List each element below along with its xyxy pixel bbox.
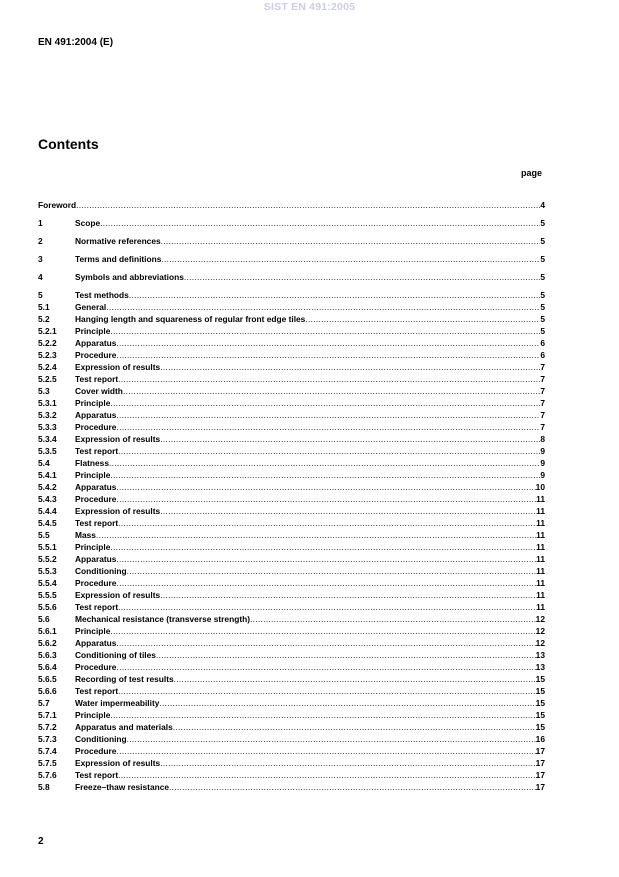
page-column-label: page xyxy=(521,168,543,178)
toc-entry[interactable] xyxy=(38,553,545,565)
dot-leader xyxy=(127,733,536,745)
toc-entry-title: Apparatus xyxy=(75,638,117,648)
toc-entry[interactable] xyxy=(38,613,545,625)
toc-entry-title: Principle xyxy=(75,626,111,636)
toc-entry-page: 13 xyxy=(535,650,545,660)
toc-entry-number: 5.2.3 xyxy=(38,350,57,360)
toc-entry-number: 5.2.2 xyxy=(38,338,57,348)
toc-entry-page: 16 xyxy=(535,734,545,744)
dot-leader xyxy=(110,625,535,637)
toc-entry[interactable] xyxy=(38,397,545,409)
dot-leader xyxy=(174,673,536,685)
toc-entry-page: 5 xyxy=(540,302,545,312)
toc-entry-number: 5.5.2 xyxy=(38,554,57,564)
toc-entry-title: Principle xyxy=(75,470,111,480)
toc-entry-title: Terms and definitions xyxy=(75,254,162,264)
toc-entry-title: Procedure xyxy=(75,494,117,504)
toc-entry-title: Procedure xyxy=(75,350,117,360)
toc-entry-number: 5.4.3 xyxy=(38,494,57,504)
toc-entry[interactable] xyxy=(38,529,545,541)
toc-entry[interactable] xyxy=(38,637,545,649)
toc-entry-number: 5.7.6 xyxy=(38,770,57,780)
toc-entry-number: 2 xyxy=(38,236,43,246)
toc-entry-page: 11 xyxy=(536,494,545,504)
toc-entry-page: 11 xyxy=(536,518,545,528)
toc-entry[interactable] xyxy=(38,721,545,733)
toc-entry-title: Procedure xyxy=(75,662,117,672)
toc-entry-title: Mechanical resistance (transverse strength) xyxy=(75,614,251,624)
toc-entry-number: 5.7.5 xyxy=(38,758,57,768)
dot-leader xyxy=(160,361,540,373)
toc-entry[interactable] xyxy=(38,661,545,673)
toc-entry-number: 5.3.1 xyxy=(38,398,57,408)
toc-entry-number: 5.6.4 xyxy=(38,662,57,672)
toc-entry-title: Conditioning of tiles xyxy=(75,650,156,660)
toc-entry[interactable] xyxy=(38,745,545,757)
dot-leader xyxy=(118,685,536,697)
toc-entry-page: 9 xyxy=(540,446,545,456)
toc-entry-page: 5 xyxy=(540,326,545,336)
toc-entry-title: Principle xyxy=(75,710,111,720)
toc-entry-title: Hanging length and squareness of regular front edge tiles xyxy=(75,314,306,324)
toc-entry-number: 5.7.4 xyxy=(38,746,57,756)
toc-entry-number: 5.3.5 xyxy=(38,446,57,456)
toc-entry-page: 7 xyxy=(540,398,545,408)
toc-entry-page: 7 xyxy=(540,410,545,420)
toc-entry-title: Apparatus and materials xyxy=(75,722,173,732)
toc-entry-number: 5.2.5 xyxy=(38,374,57,384)
dot-leader xyxy=(116,553,536,565)
toc-entry[interactable] xyxy=(38,349,545,361)
dot-leader xyxy=(160,433,540,445)
toc-entry[interactable] xyxy=(38,625,545,637)
toc-entry-title: Recording of test results xyxy=(75,674,174,684)
dot-leader xyxy=(116,349,540,361)
toc-entry-page: 17 xyxy=(535,770,545,780)
toc-entry-title: Test report xyxy=(75,446,119,456)
toc-entry-page: 7 xyxy=(540,422,545,432)
dot-leader xyxy=(110,397,540,409)
toc-entry-number: 5.2 xyxy=(38,314,50,324)
toc-entry[interactable] xyxy=(38,289,545,301)
toc-entry-number: 5.5.4 xyxy=(38,578,57,588)
toc-entry[interactable] xyxy=(38,649,545,661)
toc-entry-title: Freeze–thaw resistance xyxy=(75,782,170,792)
toc-entry-number: 5.4.1 xyxy=(38,470,57,480)
toc-entry[interactable] xyxy=(38,565,545,577)
dot-leader xyxy=(76,199,540,211)
toc-entry-number: 5.3.3 xyxy=(38,422,57,432)
dot-leader xyxy=(110,541,536,553)
toc-entry-title: Apparatus xyxy=(75,410,117,420)
toc-entry-number: 5.5.1 xyxy=(38,542,57,552)
toc-entry-title: Conditioning xyxy=(75,734,127,744)
toc-entry-number: 5.3 xyxy=(38,386,50,396)
toc-entry-page: 17 xyxy=(535,758,545,768)
toc-entry-title: Expression of results xyxy=(75,506,161,516)
toc-entry[interactable] xyxy=(38,421,545,433)
toc-entry-number: 5.6 xyxy=(38,614,50,624)
dot-leader xyxy=(116,421,540,433)
toc-entry-number: 5.8 xyxy=(38,782,50,792)
toc-entry-number: 5.7.3 xyxy=(38,734,57,744)
dot-leader xyxy=(118,601,536,613)
toc-entry[interactable] xyxy=(38,493,545,505)
toc-entry-page: 15 xyxy=(535,686,545,696)
toc-entry[interactable] xyxy=(38,757,545,769)
toc-entry-title: Expression of results xyxy=(75,362,161,372)
toc-entry-title: Mass xyxy=(75,530,96,540)
toc-entry-number: 1 xyxy=(38,218,43,228)
toc-entry-number: 5.4 xyxy=(38,458,50,468)
toc-entry-page: 15 xyxy=(535,674,545,684)
toc-entry[interactable] xyxy=(38,577,545,589)
toc-entry-page: 11 xyxy=(536,566,545,576)
toc-entry-title: Procedure xyxy=(75,422,117,432)
toc-entry-number: 5.5 xyxy=(38,530,50,540)
toc-entry-page: 15 xyxy=(535,722,545,732)
toc-entry[interactable] xyxy=(38,769,545,781)
toc-entry-number: 3 xyxy=(38,254,43,264)
toc-entry-title: Foreword xyxy=(38,200,77,210)
toc-entry-title: Expression of results xyxy=(75,434,161,444)
toc-entry-title: General xyxy=(75,302,107,312)
toc-entry-page: 7 xyxy=(540,374,545,384)
toc-entry[interactable] xyxy=(38,733,545,745)
toc-entry-page: 11 xyxy=(536,506,545,516)
dot-leader xyxy=(100,217,540,229)
toc-entry-page: 17 xyxy=(535,746,545,756)
toc-entry-title: Test report xyxy=(75,686,119,696)
dot-leader xyxy=(116,493,536,505)
toc-entry-title: Test report xyxy=(75,602,119,612)
toc-entry-title: Normative references xyxy=(75,236,161,246)
toc-entry-page: 15 xyxy=(535,710,545,720)
toc-entry[interactable] xyxy=(38,337,545,349)
dot-leader xyxy=(109,457,540,469)
toc-entry-title: Apparatus xyxy=(75,554,117,564)
dot-leader xyxy=(110,325,540,337)
dot-leader xyxy=(110,469,540,481)
dot-leader xyxy=(169,781,536,793)
toc-entry-page: 11 xyxy=(536,554,545,564)
toc-entry-title: Water impermeability xyxy=(75,698,160,708)
toc-entry-title: Flatness xyxy=(75,458,109,468)
dot-leader xyxy=(106,301,540,313)
dot-leader xyxy=(116,745,535,757)
toc-entry-page: 11 xyxy=(536,530,545,540)
toc-entry[interactable] xyxy=(38,433,545,445)
toc-entry-page: 15 xyxy=(535,698,545,708)
dot-leader xyxy=(160,757,535,769)
toc-entry-page: 12 xyxy=(535,638,545,648)
watermark: SIST EN 491:2005 xyxy=(263,1,356,13)
toc-entry-title: Principle xyxy=(75,326,111,336)
toc-entry-number: 4 xyxy=(38,272,43,282)
dot-leader xyxy=(118,445,540,457)
toc-entry-number: 5.6.6 xyxy=(38,686,57,696)
toc-entry-page: 6 xyxy=(540,338,545,348)
toc-entry-title: Principle xyxy=(75,398,111,408)
toc-entry-title: Test report xyxy=(75,770,119,780)
toc-entry-title: Scope xyxy=(75,218,101,228)
toc-entry[interactable] xyxy=(38,217,545,229)
dot-leader xyxy=(161,235,541,247)
dot-leader xyxy=(116,409,540,421)
toc-entry-number: 5.3.2 xyxy=(38,410,57,420)
toc-entry-title: Test report xyxy=(75,374,119,384)
dot-leader xyxy=(116,637,535,649)
toc-entry-page: 12 xyxy=(535,614,545,624)
toc-entry-page: 5 xyxy=(540,290,545,300)
dot-leader xyxy=(160,589,536,601)
toc-entry-page: 5 xyxy=(540,314,545,324)
toc-entry-page: 11 xyxy=(536,602,545,612)
toc-entry[interactable] xyxy=(38,373,545,385)
dot-leader xyxy=(118,517,536,529)
toc-entry-title: Expression of results xyxy=(75,590,161,600)
toc-entry[interactable] xyxy=(38,685,545,697)
dot-leader xyxy=(184,271,540,283)
toc-entry[interactable] xyxy=(38,541,545,553)
toc-entry[interactable] xyxy=(38,361,545,373)
dot-leader xyxy=(129,289,541,301)
toc-entry-page: 9 xyxy=(540,470,545,480)
toc-entry[interactable] xyxy=(38,481,545,493)
toc-entry-page: 8 xyxy=(540,434,545,444)
toc-entry-number: 5.6.2 xyxy=(38,638,57,648)
toc-entry-title: Procedure xyxy=(75,746,117,756)
dot-leader xyxy=(118,373,540,385)
dot-leader xyxy=(96,529,536,541)
toc-entry[interactable] xyxy=(38,301,545,313)
toc-entry-number: 5.7.1 xyxy=(38,710,57,720)
dot-leader xyxy=(110,709,535,721)
dot-leader xyxy=(118,769,536,781)
toc-entry-page: 5 xyxy=(540,218,545,228)
toc-entry-page: 5 xyxy=(540,236,545,246)
toc-entry[interactable] xyxy=(38,505,545,517)
toc-entry-page: 11 xyxy=(536,590,545,600)
toc-entry-page: 5 xyxy=(540,272,545,282)
toc-entry[interactable] xyxy=(38,235,545,247)
toc-entry[interactable] xyxy=(38,253,545,265)
toc-entry-page: 9 xyxy=(540,458,545,468)
toc-entry[interactable] xyxy=(38,781,545,793)
toc-entry[interactable] xyxy=(38,271,545,283)
toc-entry-title: Principle xyxy=(75,542,111,552)
toc-entry[interactable] xyxy=(38,325,545,337)
toc-entry-page: 5 xyxy=(540,254,545,264)
toc-entry-page: 17 xyxy=(535,782,545,792)
toc-entry[interactable] xyxy=(38,673,545,685)
toc-entry-title: Symbols and abbreviations xyxy=(75,272,184,282)
toc-entry-number: 5 xyxy=(38,290,43,300)
toc-entry-title: Test methods xyxy=(75,290,129,300)
document-code: EN 491:2004 (E) xyxy=(38,37,114,48)
dot-leader xyxy=(116,481,535,493)
toc-entry[interactable] xyxy=(38,469,545,481)
toc-entry-page: 12 xyxy=(535,626,545,636)
toc-entry[interactable] xyxy=(38,697,545,709)
toc-entry[interactable] xyxy=(38,409,545,421)
toc-entry-number: 5.4.5 xyxy=(38,518,57,528)
toc-entry-title: Expression of results xyxy=(75,758,161,768)
toc-entry-page: 11 xyxy=(536,578,545,588)
toc-entry-number: 5.2.4 xyxy=(38,362,57,372)
dot-leader xyxy=(116,661,535,673)
toc-entry-page: 7 xyxy=(540,362,545,372)
toc-entry-page: 10 xyxy=(535,482,545,492)
toc-entry-page: 7 xyxy=(540,386,545,396)
toc-entry-number: 5.7 xyxy=(38,698,50,708)
toc-entry-page: 11 xyxy=(536,542,545,552)
toc-entry-number: 5.6.5 xyxy=(38,674,57,684)
toc-entry-number: 5.1 xyxy=(38,302,50,312)
page-title: Contents xyxy=(38,136,99,152)
dot-leader xyxy=(159,697,535,709)
toc-entry[interactable] xyxy=(38,601,545,613)
dot-leader xyxy=(156,649,536,661)
toc-entry-number: 5.6.3 xyxy=(38,650,57,660)
toc-entry-page: 4 xyxy=(540,200,545,210)
toc-entry-number: 5.4.2 xyxy=(38,482,57,492)
toc-entry[interactable] xyxy=(38,313,545,325)
toc-entry[interactable] xyxy=(38,589,545,601)
toc-entry-title: Apparatus xyxy=(75,338,117,348)
dot-leader xyxy=(160,505,536,517)
toc-entry-number: 5.7.2 xyxy=(38,722,57,732)
toc-entry-number: 5.5.5 xyxy=(38,590,57,600)
toc-entry[interactable] xyxy=(38,709,545,721)
toc-entry-number: 5.5.6 xyxy=(38,602,57,612)
toc-entry-title: Test report xyxy=(75,518,119,528)
dot-leader xyxy=(116,337,540,349)
toc-entry-number: 5.3.4 xyxy=(38,434,57,444)
toc-entry-page: 6 xyxy=(540,350,545,360)
page-number: 2 xyxy=(38,836,44,847)
dot-leader xyxy=(123,385,540,397)
table-of-contents xyxy=(38,199,545,793)
dot-leader xyxy=(161,253,540,265)
dot-leader xyxy=(116,577,536,589)
toc-entry-title: Cover width xyxy=(75,386,123,396)
toc-entry-title: Procedure xyxy=(75,578,117,588)
toc-entry[interactable] xyxy=(38,457,545,469)
toc-entry-title: Conditioning xyxy=(75,566,127,576)
toc-entry-number: 5.4.4 xyxy=(38,506,57,516)
toc-entry[interactable] xyxy=(38,199,545,211)
toc-entry-title: Apparatus xyxy=(75,482,117,492)
toc-entry[interactable] xyxy=(38,385,545,397)
toc-entry-number: 5.6.1 xyxy=(38,626,57,636)
dot-leader xyxy=(250,613,536,625)
dot-leader xyxy=(173,721,536,733)
toc-entry[interactable] xyxy=(38,517,545,529)
toc-entry-number: 5.5.3 xyxy=(38,566,57,576)
toc-entry-page: 13 xyxy=(535,662,545,672)
dot-leader xyxy=(127,565,537,577)
toc-entry-number: 5.2.1 xyxy=(38,326,57,336)
dot-leader xyxy=(305,313,540,325)
toc-entry[interactable] xyxy=(38,445,545,457)
